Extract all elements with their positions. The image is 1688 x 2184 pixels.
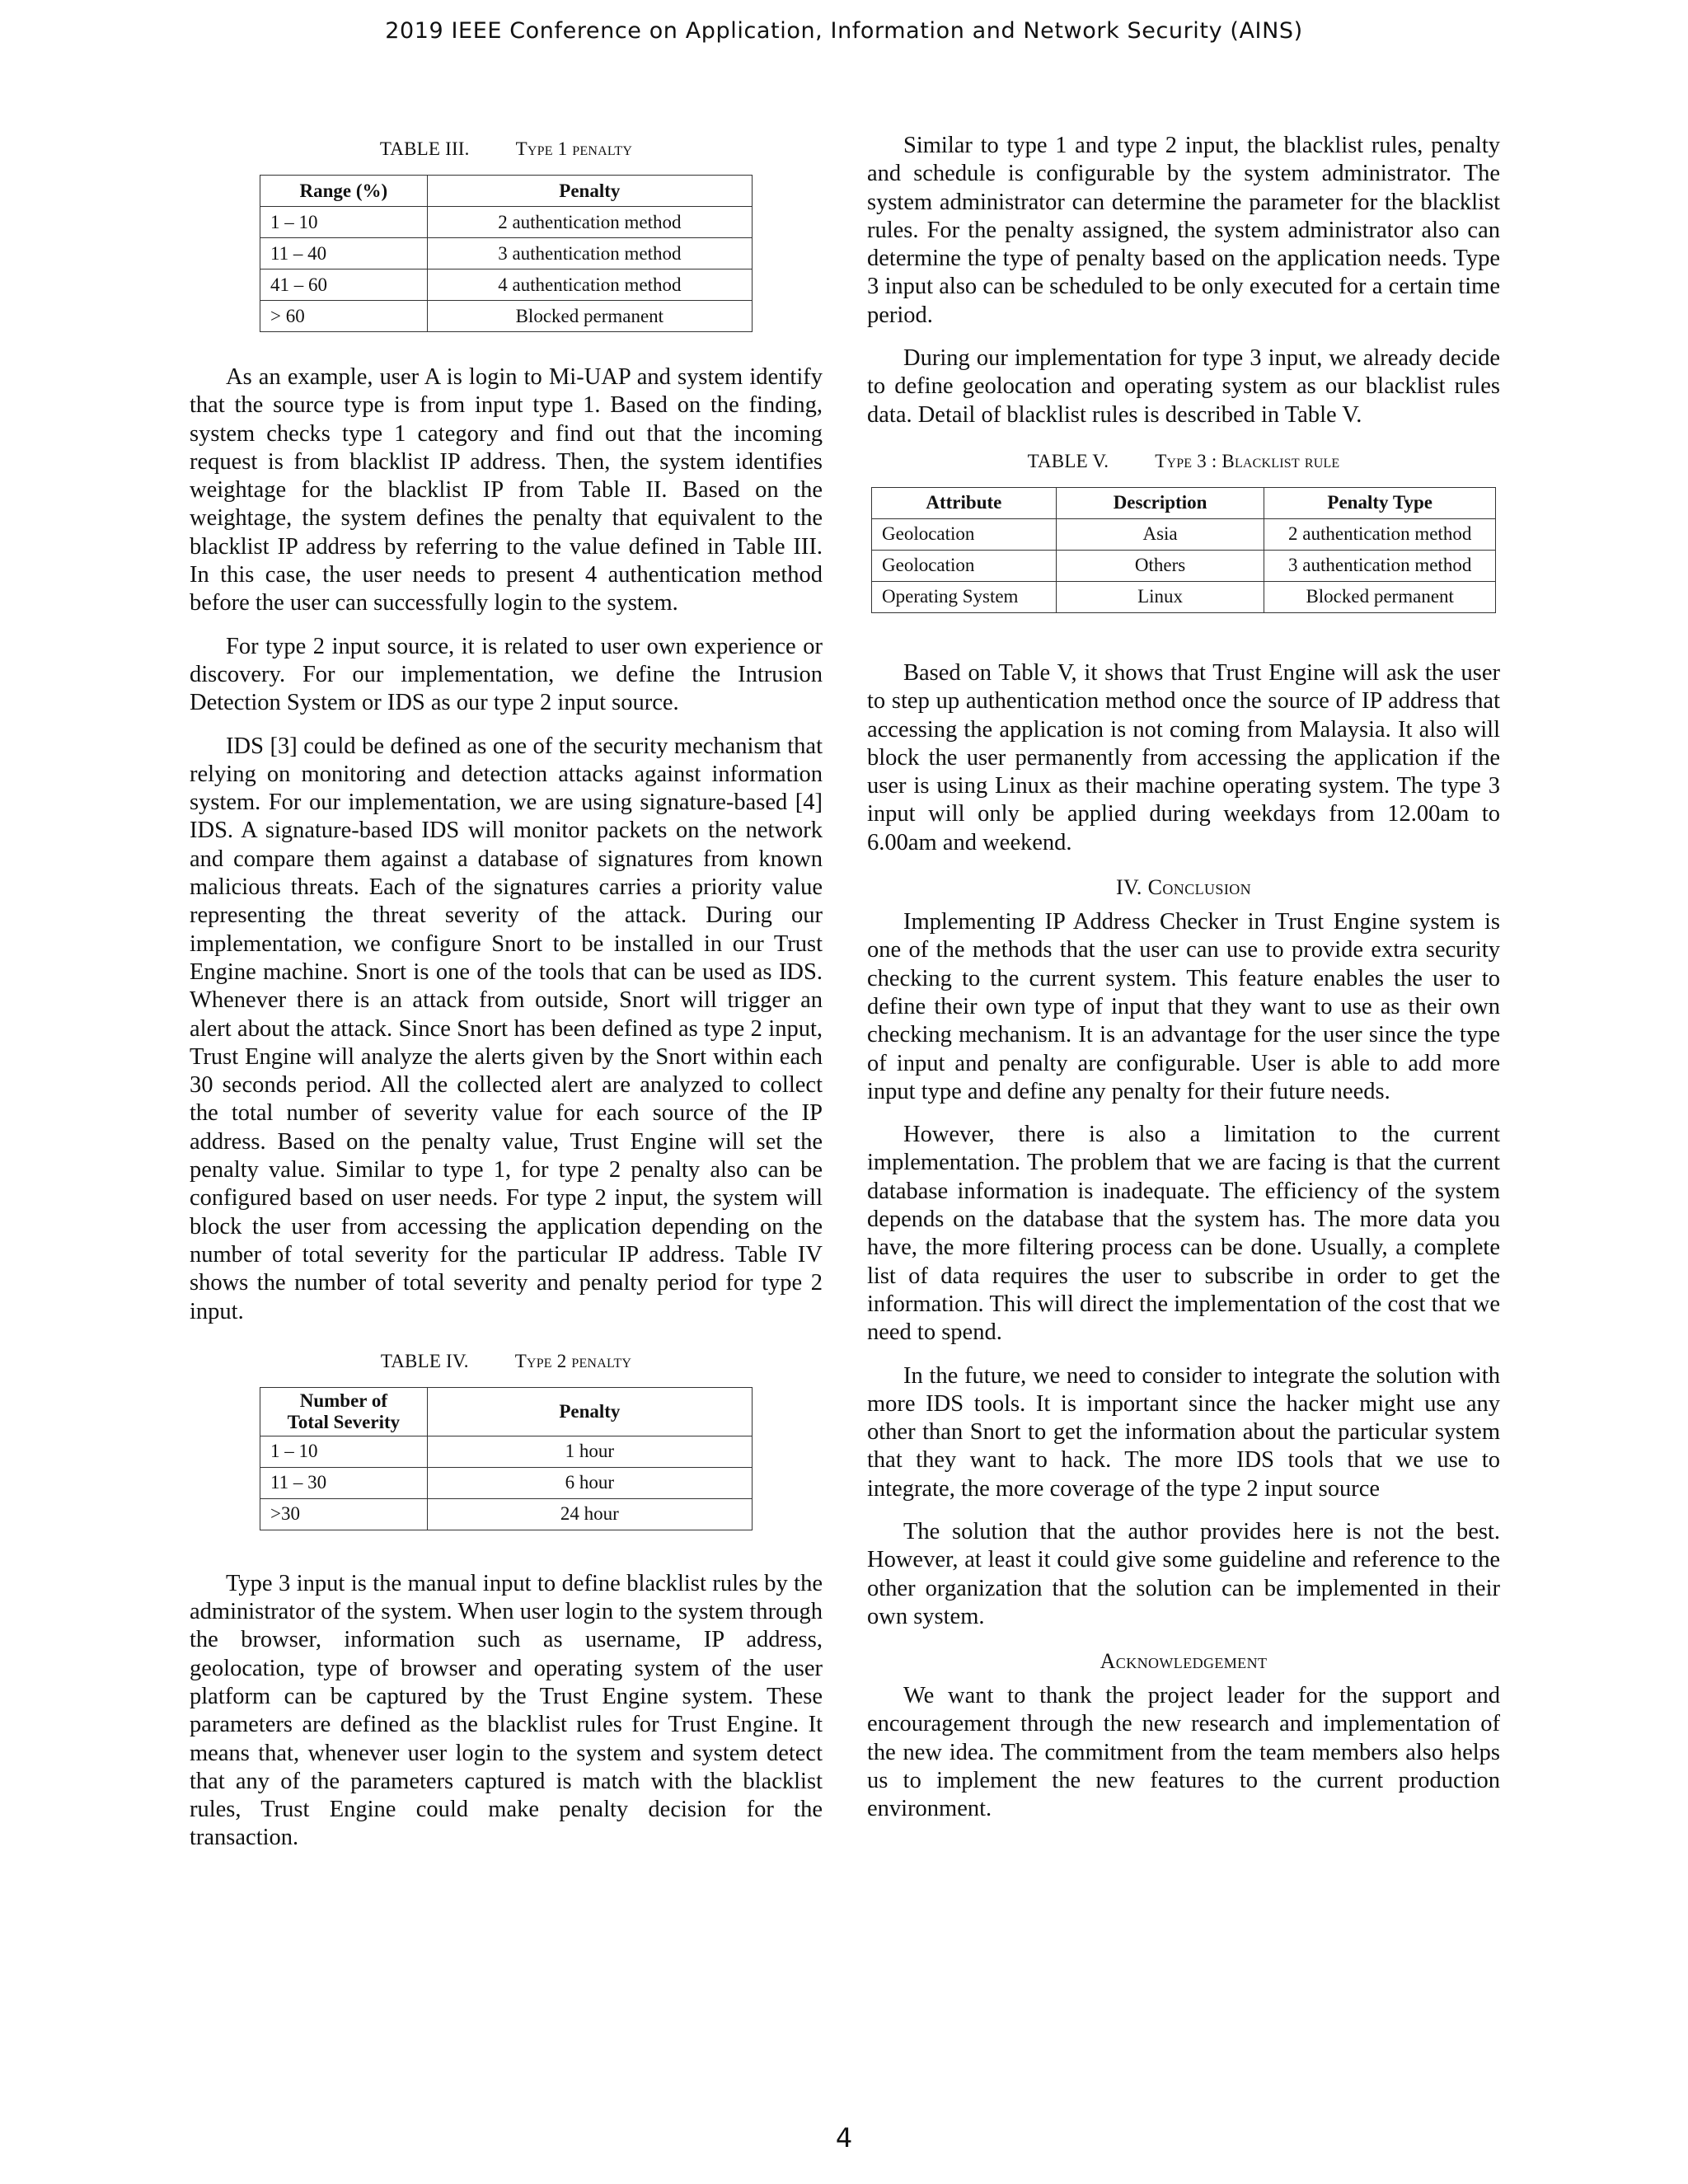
paragraph: For type 2 input source, it is related to user own experience or discovery. For our implementation, we define the Intrusion Detection System or IDS as our type 2 input source. xyxy=(190,633,823,716)
column-header: Penalty xyxy=(427,176,752,207)
column-header: Penalty Type xyxy=(1264,487,1496,518)
range-cell: 1 – 10 xyxy=(260,207,428,238)
column-header: Attribute xyxy=(872,487,1057,518)
attribute-cell: Operating System xyxy=(872,581,1057,612)
paragraph: The solution that the author provides here is not the best. However, at least it could give some guideline and reference to the other organization that the solution can be implemented in their own system. xyxy=(867,1518,1500,1629)
right-column xyxy=(867,132,1500,1839)
description-cell: Linux xyxy=(1056,581,1264,612)
table-row xyxy=(260,301,753,332)
table-row xyxy=(260,207,753,238)
table-iv xyxy=(190,1351,823,1530)
running-header: 2019 IEEE Conference on Application, Information and Network Security (AINS) xyxy=(385,18,1303,44)
table-v-label: TABLE V. xyxy=(1027,450,1109,471)
section-heading-acknowledgement: Acknowledgement xyxy=(1100,1649,1268,1674)
paragraph: During our implementation for type 3 input, we already decide to define geolocation and operating system as our blacklist rules data. Detail of blacklist rules is described in Table V. xyxy=(867,345,1500,428)
table-v xyxy=(867,451,1500,613)
penalty-type-cell: Blocked permanent xyxy=(1264,581,1496,612)
paragraph: Type 3 input is the manual input to define blacklist rules by the administrator of the system. When user login to the system through the browser, information such as username, IP address, geolocation, type of browser and operating system of the user platform can be captured by the Trust Engine system. These parameters are defined as the blacklist rules for Trust Engine. It means that, whenever user login to the system and system detect that any of the parameters captured is match with the blacklist rules, Trust Engine could make penalty decision for the transaction. xyxy=(190,1570,823,1851)
table-iii xyxy=(190,138,823,332)
header-line: Number of xyxy=(299,1390,387,1411)
penalty-type-cell: 3 authentication method xyxy=(1264,550,1496,581)
paragraph: Similar to type 1 and type 2 input, the blacklist rules, penalty and schedule is configurable by the system administrator. The system administrator can determine the parameter for the blacklist rules. For the penalty assigned, the system administrator also can determine the type of penalty based on the application needs. Type 3 input also can be scheduled to be only executed for a certain time period. xyxy=(867,133,1500,328)
attribute-cell: Geolocation xyxy=(872,518,1057,550)
penalty-type-cell: 2 authentication method xyxy=(1264,518,1496,550)
paragraph: In the future, we need to consider to integrate the solution with more IDS tools. It is important since the hacker might use any other than Snort to get the information about the particular system that they want to hack. The more IDS tools that we use to integrate, the more coverage of the type 2 input source xyxy=(867,1362,1500,1502)
penalty-cell: 3 authentication method xyxy=(427,238,752,269)
penalty-cell: 4 authentication method xyxy=(427,269,752,301)
paragraph: IDS [3] could be defined as one of the security mechanism that relying on monitoring and detection attacks against information system. For our implementation, we are using signature-based [4] IDS. A signature-based IDS will monitor packets on the network and compare them against a database of signatures from known malicious threats. Each of the signatures carries a priority value representing the threat severity of the attack. During our implementation, we configure Snort to be installed in our Trust Engine machine. Snort is one of the tools that can be used as IDS. Whenever there is an attack from outside, Snort will trigger an alert about the attack. Since Snort has been defined as type 2 input, Trust Engine will analyze the alerts given by the Snort within each 30 seconds period. All the collected alert are analyzed to collect the total number of severity value for each source of the IP address. Based on the penalty value, Trust Engine will set the penalty value. Similar to type 1, for type 2 penalty also can be configured based on user needs. For type 2 input, the system will block the user from accessing the application depending on the number of total severity for the particular IP address. Table IV shows the number of total severity and penalty period for type 2 input. xyxy=(190,733,823,1324)
penalty-cell: Blocked permanent xyxy=(427,301,752,332)
paragraph: Based on Table V, it shows that Trust Engine will ask the user to step up authentication method once the source of IP address that accessing the application is not coming from Malaysia. It also will block the user permanently from accessing the application if the user is using Linux as their machine operating system. The type 3 input will only be applied during weekdays from 12.00am to 6.00am and weekend. xyxy=(867,659,1500,855)
header-line: Total Severity xyxy=(287,1411,401,1432)
paragraph: Implementing IP Address Checker in Trust Engine system is one of the methods that the user can use to provide extra security checking to the current system. This feature enables the user to define their own type of input that they want to use as their own checking mechanism. It is an advantage for the user since the type of input and penalty are configurable. User is able to add more input type and define any penalty for their future needs. xyxy=(867,909,1500,1104)
column-header: Range (%) xyxy=(260,176,428,207)
table-iii-label: TABLE III. xyxy=(379,138,470,159)
table-iv-caption xyxy=(190,1351,823,1372)
table-iii-caption xyxy=(190,138,823,160)
table-row xyxy=(872,518,1496,550)
column-header: Description xyxy=(1056,487,1264,518)
paragraph: However, there is also a limitation to the current implementation. The problem that we are facing is that the current database information is inadequate. The efficiency of the system depends on the database that the system has. The more data you have, the more filtering process can be done. Usually, a complete list of data requires the user to subscribe in order to get the information. This will direct the implementation of the cost that we need to spend. xyxy=(867,1122,1500,1346)
table-v-grid xyxy=(871,487,1496,613)
description-cell: Asia xyxy=(1056,518,1264,550)
page-number: 4 xyxy=(835,2122,853,2154)
table-iv-label: TABLE IV. xyxy=(380,1350,469,1371)
penalty-cell: 2 authentication method xyxy=(427,207,752,238)
paragraph: We want to thank the project leader for the support and encouragement through the new research and implementation of the new idea. The commitment from the team members also helps us to implement the new features to the current production environment. xyxy=(867,1683,1500,1822)
table-header-row xyxy=(260,1387,753,1436)
severity-cell: >30 xyxy=(260,1498,428,1530)
description-cell: Others xyxy=(1056,550,1264,581)
attribute-cell: Geolocation xyxy=(872,550,1057,581)
penalty-cell: 24 hour xyxy=(427,1498,752,1530)
severity-cell: 11 – 30 xyxy=(260,1467,428,1498)
penalty-cell: 6 hour xyxy=(427,1467,752,1498)
range-cell: 11 – 40 xyxy=(260,238,428,269)
table-header-row xyxy=(872,487,1496,518)
table-row xyxy=(872,581,1496,612)
section-heading-conclusion: IV. Conclusion xyxy=(1115,875,1252,900)
table-v-caption xyxy=(867,451,1500,472)
paragraph: As an example, user A is login to Mi-UAP and system identify that the source type is from input type 1. Based on the finding, system checks type 1 category and find out that the incoming request is from blacklist IP address. Then, the system identifies weightage for the blacklist IP from Table II. Based on the weightage, the system defines the penalty that equivalent to the blacklist IP address by referring to the value defined in Table III. In this case, the user needs to present 4 authentication method before the user can successfully login to the system. xyxy=(190,364,823,616)
table-row xyxy=(260,1436,753,1467)
table-row xyxy=(260,269,753,301)
table-row xyxy=(260,1498,753,1530)
table-row xyxy=(260,238,753,269)
column-header: Penalty xyxy=(427,1387,752,1436)
severity-cell: 1 – 10 xyxy=(260,1436,428,1467)
table-iii-title: Type 1 penalty xyxy=(515,138,633,159)
table-iv-title: Type 2 penalty xyxy=(514,1350,632,1371)
column-header xyxy=(260,1387,428,1436)
penalty-cell: 1 hour xyxy=(427,1436,752,1467)
table-row xyxy=(260,1467,753,1498)
table-iii-grid xyxy=(260,175,753,332)
table-iv-grid xyxy=(260,1387,753,1530)
table-v-title: Type 3 : Blacklist rule xyxy=(1155,450,1340,471)
range-cell: > 60 xyxy=(260,301,428,332)
table-header-row xyxy=(260,176,753,207)
table-row xyxy=(872,550,1496,581)
left-column xyxy=(190,132,823,1868)
range-cell: 41 – 60 xyxy=(260,269,428,301)
